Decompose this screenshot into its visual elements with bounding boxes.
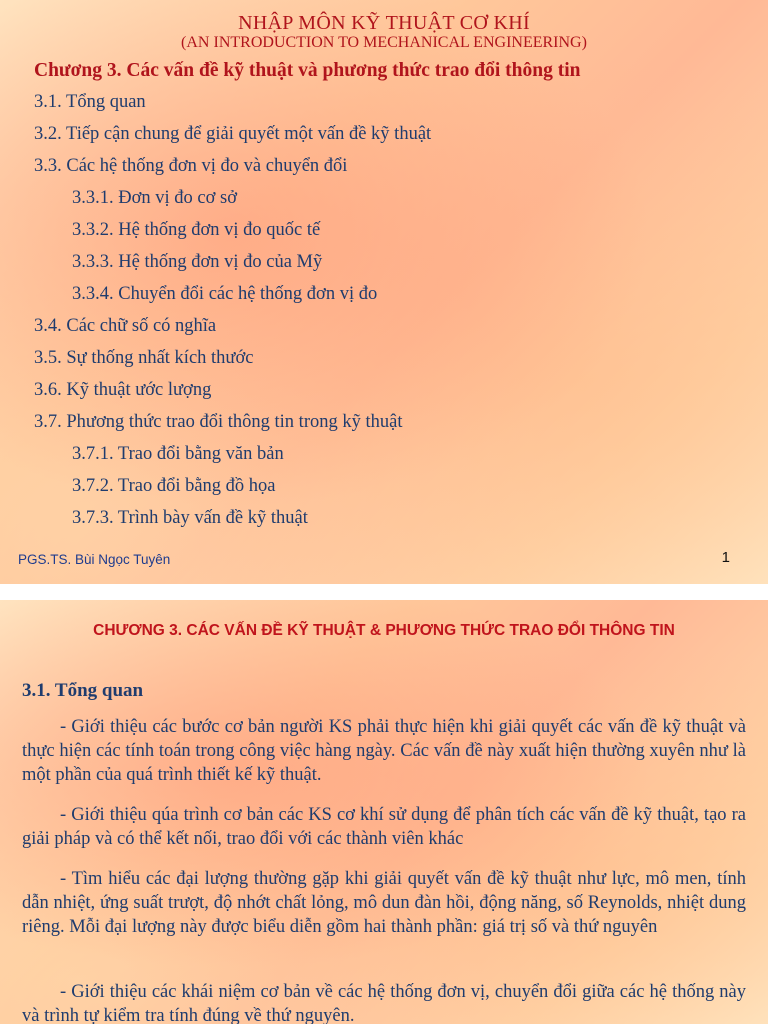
toc-item: 3.3. Các hệ thống đơn vị đo và chuyển đổi [34, 156, 348, 176]
course-title: NHẬP MÔN KỸ THUẬT CƠ KHÍ [238, 12, 530, 34]
paragraph: - Giới thiệu các khái niệm cơ bản về các hệ thống đơn vị, chuyển đổi giữa các hệ thống này và trình tự kiểm tra tính đúng về thứ nguyên. [22, 982, 746, 1024]
toc-item: 3.3.2. Hệ thống đơn vị đo quốc tế [72, 220, 321, 240]
toc-item: 3.3.3. Hệ thống đơn vị đo của Mỹ [72, 252, 323, 272]
section-title: 3.1. Tổng quan [22, 680, 144, 701]
paragraph: - Giới thiệu qúa trình cơ bản các KS cơ khí sử dụng để phân tích các vấn đề kỹ thuật, tạo ra giải pháp và có thể kết nối, trao đổi với các thành viên khác [22, 805, 746, 849]
author-footer: PGS.TS. Bùi Ngọc Tuyên [18, 552, 171, 567]
toc-item: 3.7. Phương thức trao đổi thông tin trong kỹ thuật [34, 412, 403, 432]
slide-divider [0, 584, 768, 600]
toc-item: 3.6. Kỹ thuật ước lượng [34, 380, 212, 400]
chapter-header: CHƯƠNG 3. CÁC VẤN ĐỀ KỸ THUẬT & PHƯƠNG THỨC TRAO ĐỔI THÔNG TIN [93, 622, 675, 639]
toc-item: 3.4. Các chữ số có nghĩa [34, 316, 217, 336]
toc-item: 3.3.1. Đơn vị đo cơ sở [72, 188, 238, 208]
toc-item: 3.7.1. Trao đổi bằng văn bản [72, 444, 284, 464]
course-subtitle: (AN INTRODUCTION TO MECHANICAL ENGINEERING) [181, 34, 587, 51]
slide-2 [0, 600, 768, 1024]
toc-item: 3.5. Sự thống nhất kích thước [34, 348, 254, 368]
toc-item: 3.1. Tổng quan [34, 92, 146, 112]
page-number: 1 [721, 549, 730, 566]
toc-item: 3.2. Tiếp cận chung để giải quyết một vấn đề kỹ thuật [34, 124, 432, 144]
chapter-heading: Chương 3. Các vấn đề kỹ thuật và phương thức trao đổi thông tin [34, 60, 581, 81]
paragraph: - Tìm hiểu các đại lượng thường gặp khi giải quyết vấn đề kỹ thuật như lực, mô men, tính dẫn nhiệt, ứng suất trượt, độ nhớt chất lỏng, mô dun đàn hồi, động năng, số Reynolds, nhiệt dung riêng. Mỗi đại lượng này được biểu diễn gồm hai thành phần: giá trị số và thứ nguyên [22, 869, 746, 937]
toc-item: 3.3.4. Chuyển đổi các hệ thống đơn vị đo [72, 284, 378, 304]
toc-item: 3.7.3. Trình bày vấn đề kỹ thuật [72, 508, 308, 528]
paragraph: - Giới thiệu các bước cơ bản người KS phải thực hiện khi giải quyết các vấn đề kỹ thuật và thực hiện các tính toán trong công việc hàng ngày. Các vấn đề này xuất hiện thường xuyên như là một phần của quá trình thiết kế kỹ thuật. [22, 717, 746, 785]
toc-item: 3.7.2. Trao đổi bằng đồ họa [72, 476, 276, 496]
